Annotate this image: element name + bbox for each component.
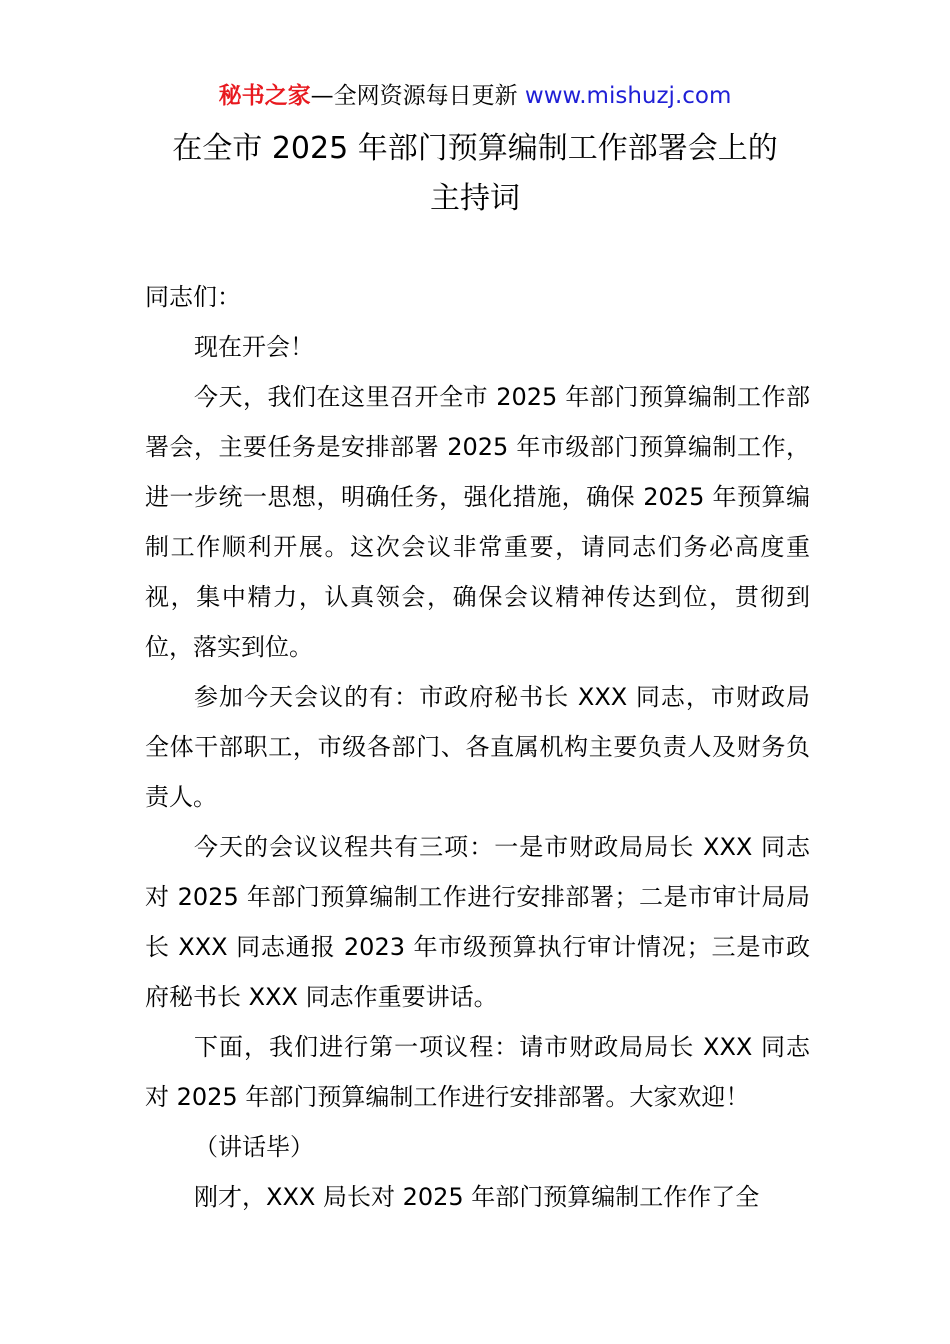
site-url: www.mishuzj.com [524, 83, 732, 109]
title-line-1: 在全市 2025 年部门预算编制工作部署会上的 [172, 131, 778, 166]
document-body [145, 272, 810, 1222]
paragraph-purpose: 今天，我们在这里召开全市 2025 年部门预算编制工作部署会，主要任务是安排部署 2025 年市级部门预算编制工作，进一步统一思想，明确任务，强化措施，确保 2025 年预算编制工作顺利开展。这次会议非常重要，请同志们务必高度重视，集中精力，认真领会，确保会议精神传达到位，贯彻到位，落实到位。 [145, 383, 810, 661]
title-line-2: 主持词 [430, 181, 520, 216]
brand-name: 秘书之家 [218, 83, 311, 109]
document-title [0, 124, 950, 224]
banner-tagline: —全网资源每日更新 [310, 83, 525, 109]
site-banner [0, 80, 950, 112]
paragraph-speech-end: （讲话毕） [194, 1133, 314, 1161]
paragraph-first-item: 下面，我们进行第一项议程：请市财政局局长 XXX 同志对 2025 年部门预算编制工作进行安排部署。大家欢迎！ [145, 1033, 810, 1111]
paragraph-attendees: 参加今天会议的有：市政府秘书长 XXX 同志，市财政局全体干部职工，市级各部门、各直属机构主要负责人及财务负责人。 [145, 683, 810, 811]
paragraph-summary: 刚才，XXX 局长对 2025 年部门预算编制工作作了全 [194, 1183, 760, 1211]
salutation: 同志们： [145, 283, 241, 311]
paragraph-opening: 现在开会！ [194, 333, 314, 361]
paragraph-agenda: 今天的会议议程共有三项：一是市财政局局长 XXX 同志对 2025 年部门预算编制工作进行安排部署；二是市审计局局长 XXX 同志通报 2023 年市级预算执行审计情况；三是市政府秘书长 XXX 同志作重要讲话。 [145, 833, 810, 1011]
